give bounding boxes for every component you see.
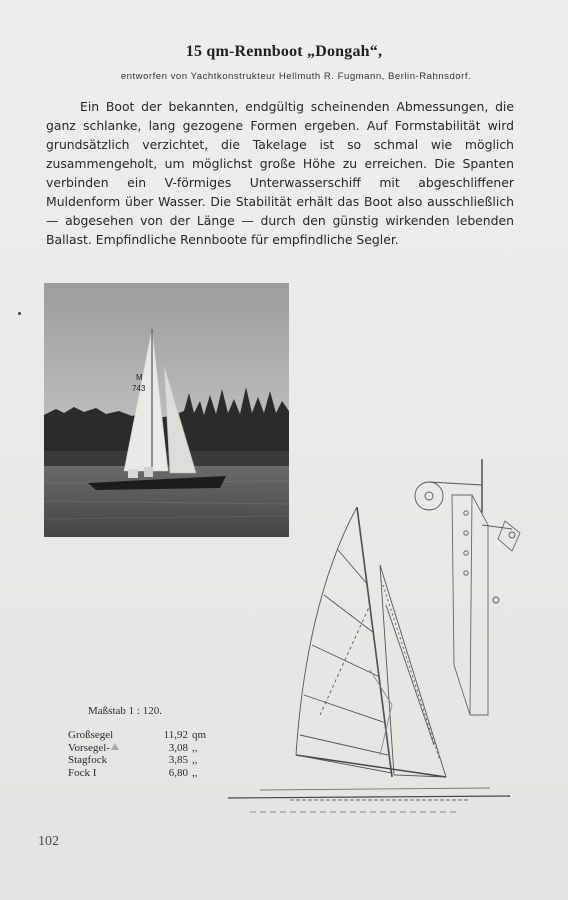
triangle-icon [111, 743, 119, 750]
article-paragraph: Ein Boot der bekannten, endgültig scheinenden Abmessungen, die ganz schlanke, lang gezogene Formen ergeben. Auf Formstabilität wird grundsätzlich verzichtet, die Takelage ist so schmal wie möglich zusammengeholt, um möglichst große Höhe zu erreichen. Die Spanten verbinden ein V-förmiges Unterwasserschiff mit abgeschliffener Muldenform über Wasser. Die Stabilität erhält das Boot also ausschließlich — abgesehen von der Länge — durch den günstig wirkenden lebenden Ballast. Empfindliche Rennboote für empfindliche Segler. [46, 99, 514, 247]
sail-value: 3,08 [168, 741, 188, 754]
sail-unit: qm [192, 729, 207, 741]
sail-area-row [68, 742, 206, 755]
sail-value: 6,80 [168, 766, 188, 779]
sail-unit: ,, [192, 766, 198, 779]
sail-unit: ,, [192, 754, 198, 767]
article-title: 15 qm-Rennboot „Dongah“, [185, 43, 383, 60]
sail-label: Fock I [68, 766, 97, 779]
sail-value: 11,92 [163, 729, 188, 741]
page-number: 102 [38, 834, 59, 849]
sail-number: 743 [132, 384, 146, 393]
sail-unit: ,, [192, 741, 198, 754]
sail-label: Großsegel [68, 729, 114, 741]
scale-label: Maßstab 1 : 120. [88, 705, 162, 717]
sail-label: Stagfock [68, 754, 108, 767]
article-subtitle: entworfen von Yachtkonstrukteur Hellmuth R. Fugmann, Berlin-Rahnsdorf. [120, 71, 472, 82]
sail-area-row [68, 754, 206, 767]
print-speck [18, 312, 21, 315]
sail-area-row [68, 729, 206, 742]
sail-value: 3,85 [168, 754, 188, 767]
sail-areas-table [68, 729, 206, 779]
article-body [46, 97, 514, 249]
sail-label: Vorsegel- [68, 741, 110, 754]
sail-plan-drawing [220, 455, 540, 815]
sail-number-letter: M [136, 373, 143, 382]
sail-area-row [68, 767, 206, 780]
